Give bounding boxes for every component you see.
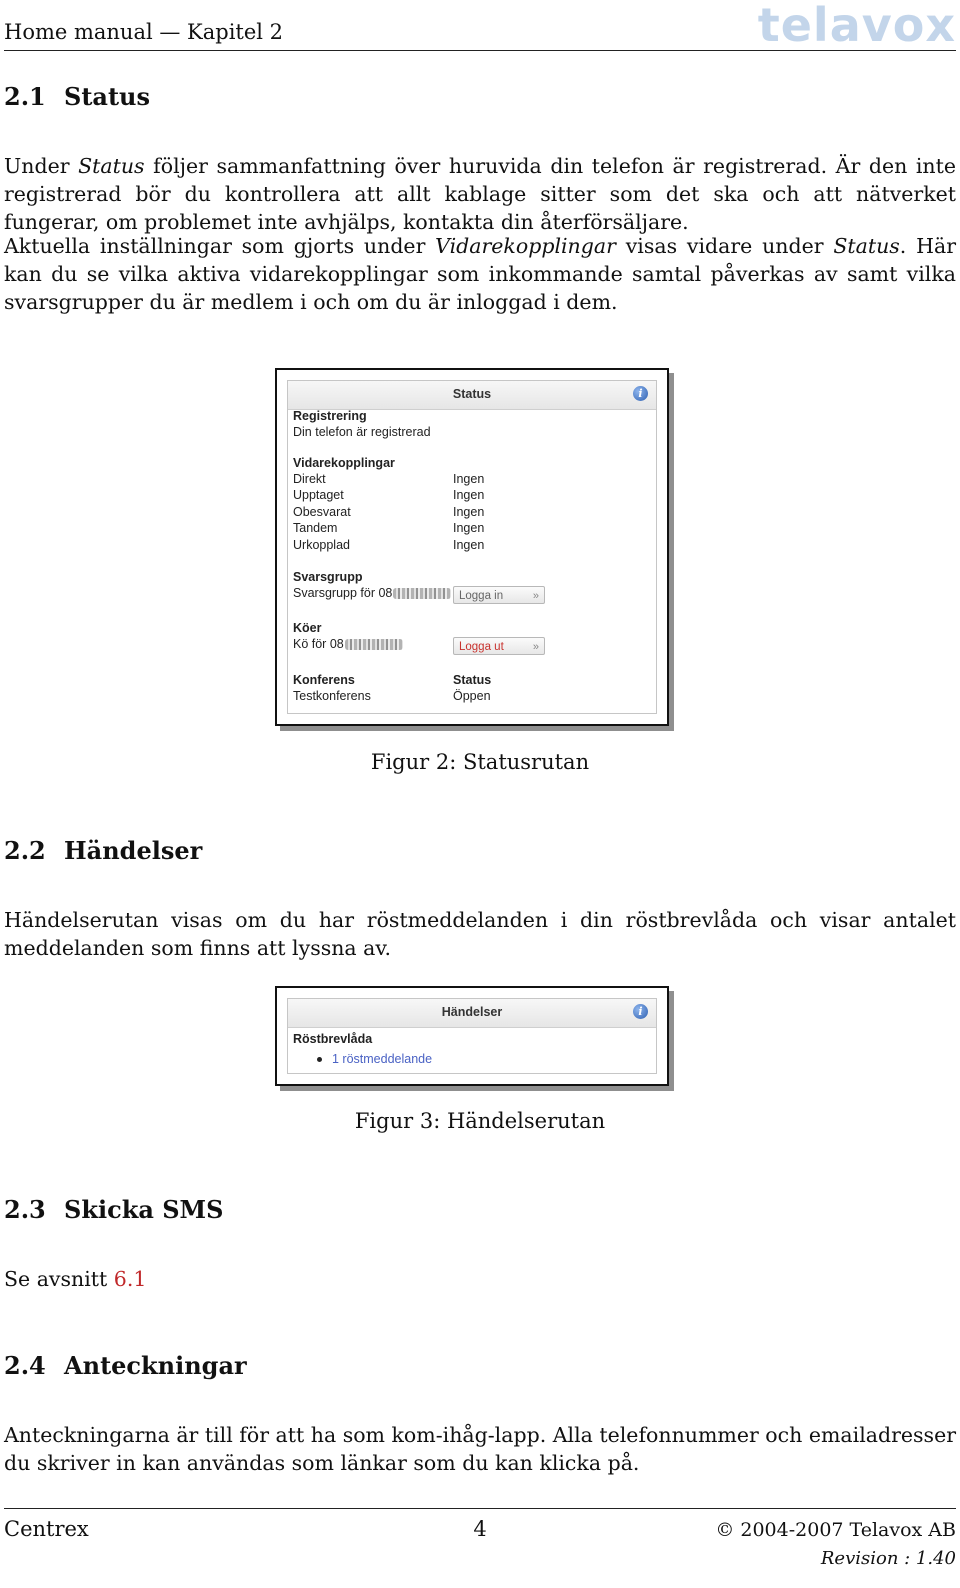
status-panel: [287, 380, 657, 714]
section-reference-link[interactable]: 6.1: [113, 1267, 147, 1291]
forwarding-value: Ingen: [453, 488, 485, 502]
anteckningar-paragraph: Anteckningarna är till för att ha som kom-ihåg-lapp. Alla telefonnummer och emailadresser du skriver in kan användas som länkar som du kan klicka på.: [4, 1423, 956, 1475]
svarsgrupp-value: Svarsgrupp för 08: [293, 586, 393, 600]
forwarding-name: Urkopplad: [293, 538, 350, 552]
section-title: Skicka SMS: [64, 1195, 224, 1224]
section-title: Händelser: [64, 836, 203, 865]
handelser-paragraph: Händelserutan visas om du har röstmeddelanden i din röstbrevlåda och visar antalet meddelanden som finns att lyssna av.: [4, 908, 956, 960]
redacted-number: [345, 639, 403, 650]
koer-row: [293, 637, 403, 651]
telavox-logo: telavox: [757, 0, 956, 52]
section-heading-sms: [4, 1195, 223, 1224]
text-run: visas vidare under: [615, 234, 834, 258]
section-heading-handelser: [4, 836, 202, 865]
konferens-label: Konferens: [293, 673, 355, 687]
chevron-right-icon: »: [532, 590, 539, 602]
footer-rule: [4, 1508, 956, 1509]
forwarding-value: Ingen: [453, 505, 485, 519]
info-icon[interactable]: i: [633, 1004, 648, 1019]
logout-button[interactable]: [453, 637, 545, 655]
status-panel-title: Status: [452, 387, 492, 401]
bullet-icon: [317, 1057, 322, 1062]
figure-3-caption: Figur 3: Händelserutan: [354, 1109, 606, 1133]
running-header: [4, 0, 956, 51]
status-paragraph-2: [4, 232, 956, 316]
forwarding-name: Tandem: [293, 521, 338, 535]
footer-copyright: © 2004-2007 Telavox AB: [715, 1519, 956, 1541]
chevron-right-icon: »: [532, 641, 539, 653]
info-icon[interactable]: i: [633, 386, 648, 401]
forwarding-name: Obesvarat: [293, 505, 351, 519]
section-heading-status: [4, 82, 150, 111]
text-run: följer sammanfattning över huruvida din telefon är registrerad. Är den inte registrerad bör du kontrollera att allt kablage sitter som det ska och att nätverket fungerar, om problemet inte avhjälps, kontakta din återförsäljare.: [4, 154, 956, 234]
text-run: . Här kan du se vilka aktiva vidarekopplingar som inkommande samtal påverkas av samt vilka svarsgrupper du är medlem i och om du är inloggad i dem.: [4, 234, 956, 314]
sms-paragraph: [4, 1265, 956, 1293]
section-number: 2.4: [4, 1351, 46, 1380]
events-panel-title: Händelser: [441, 1005, 503, 1019]
text-run: Under: [4, 154, 79, 178]
logout-button-label: Logga ut: [459, 641, 504, 653]
events-panel: [287, 998, 657, 1074]
events-widget-figure: [275, 986, 669, 1086]
forwarding-name: Direkt: [293, 472, 326, 486]
text-run-italic: Status: [78, 154, 145, 178]
section-title: Status: [64, 82, 151, 111]
koer-label: Köer: [293, 621, 322, 635]
rostbrevlada-label: Röstbrevlåda: [293, 1032, 373, 1046]
registrering-value: Din telefon är registrerad: [293, 425, 431, 439]
voicemail-link[interactable]: 1 röstmeddelande: [332, 1052, 433, 1066]
vidarekopplingar-label: Vidarekopplingar: [293, 456, 395, 470]
section-number: 2.2: [4, 836, 46, 865]
svarsgrupp-label: Svarsgrupp: [293, 570, 363, 584]
forwarding-value: Ingen: [453, 472, 485, 486]
login-button[interactable]: [453, 586, 545, 604]
section-title: Anteckningar: [64, 1351, 247, 1380]
text-run-italic: Vidarekopplingar: [435, 234, 616, 258]
status-panel-header: [288, 381, 656, 410]
login-button-label: Logga in: [459, 590, 504, 602]
koer-value: Kö för 08: [293, 637, 344, 651]
conference-status-label: Status: [453, 673, 492, 687]
sms-text: Se avsnitt: [4, 1267, 114, 1291]
section-heading-anteckningar: [4, 1351, 247, 1380]
forwarding-value: Ingen: [453, 538, 485, 552]
footer-revision: Revision : 1.40: [820, 1548, 956, 1569]
running-title: Home manual — Kapitel 2: [4, 20, 284, 44]
status-widget-figure: [275, 368, 669, 726]
footer-product: Centrex: [4, 1517, 89, 1541]
section-number: 2.3: [4, 1195, 46, 1224]
registrering-label: Registrering: [293, 409, 367, 423]
text-run-italic: Status: [833, 234, 900, 258]
svarsgrupp-row: [293, 586, 451, 600]
text-run: Aktuella inställningar som gjorts under: [4, 234, 436, 258]
redacted-number: [393, 588, 451, 599]
status-paragraph-1: [4, 152, 956, 236]
forwarding-value: Ingen: [453, 521, 485, 535]
figure-2-caption: Figur 2: Statusrutan: [370, 750, 590, 774]
events-panel-header: [288, 999, 656, 1028]
conference-status-value: Öppen: [453, 689, 491, 703]
section-number: 2.1: [4, 82, 46, 111]
page-number: 4: [473, 1517, 487, 1541]
forwarding-name: Upptaget: [293, 488, 344, 502]
konferens-value: Testkonferens: [293, 689, 371, 703]
